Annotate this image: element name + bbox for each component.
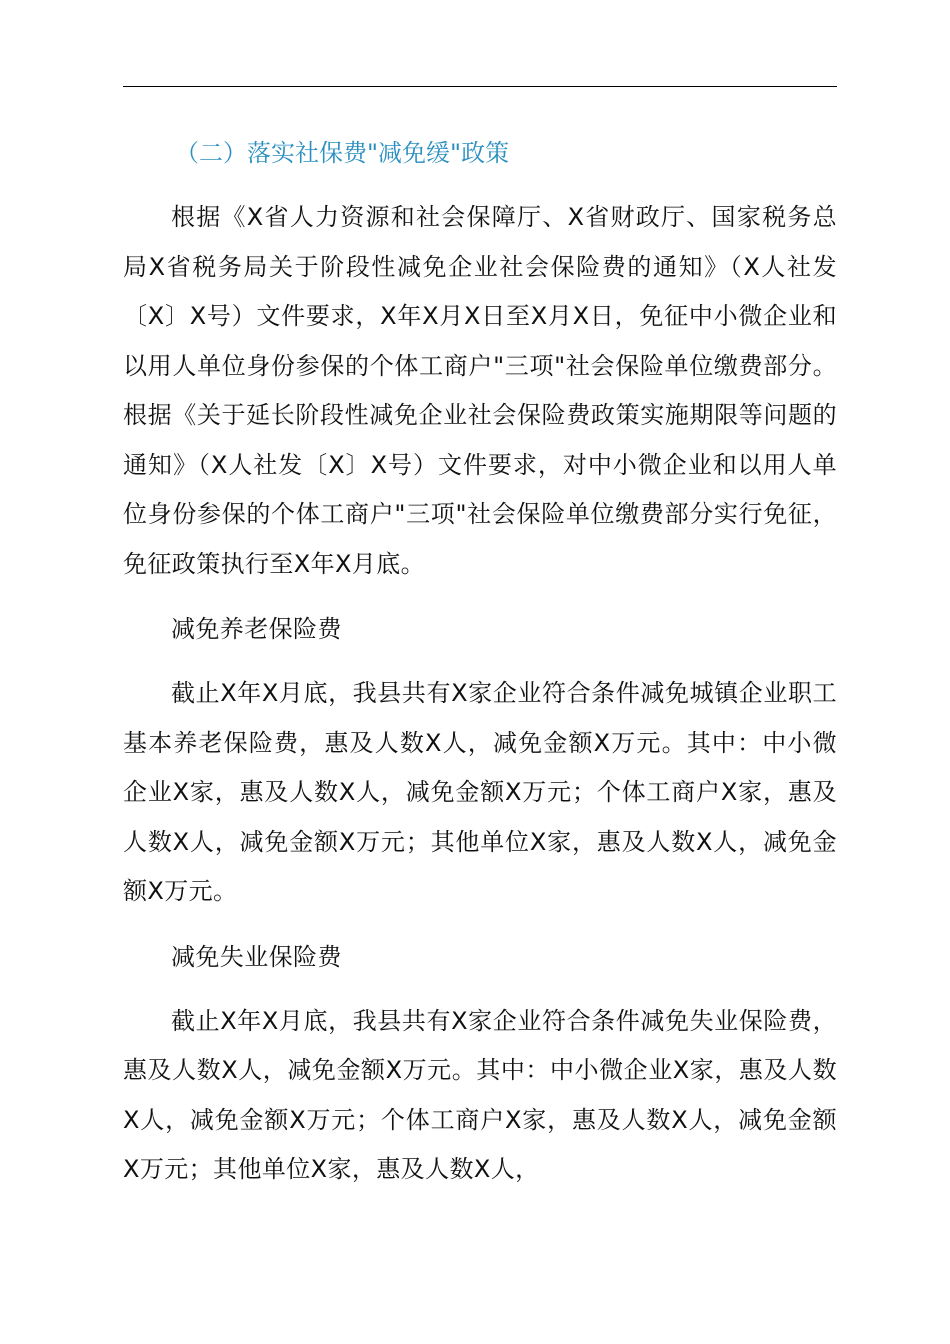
header-rule <box>123 86 837 87</box>
subheading-unemployment: 减免失业保险费 <box>171 942 342 971</box>
paragraph-unemployment: 截止X年X月底，我县共有X家企业符合条件减免失业保险费，惠及人数X人，减免金额X万元。其中：中小微企业X家，惠及人数X人，减免金额X万元；个体工商户X家，惠及人数X人，减免金额X万元；其他单位X家，惠及人数X人， <box>123 1006 837 1183</box>
document-body <box>123 128 837 1210</box>
section-heading: （二）落实社保费"减免缓"政策 <box>175 139 510 167</box>
paragraph-pension: 截止X年X月底，我县共有X家企业符合条件减免城镇企业职工基本养老保险费，惠及人数X人，减免金额X万元。其中：中小微企业X家，惠及人数X人，减免金额X万元；个体工商户X家，惠及人数X人，减免金额X万元；其他单位X家，惠及人数X人，减免金额X万元。 <box>123 679 837 905</box>
paragraph-policy-basis: 根据《X省人力资源和社会保障厅、X省财政厅、国家税务总局X省税务局关于阶段性减免企业社会保险费的通知》（X人社发〔X〕X号）文件要求，X年X月X日至X月X日，免征中小微企业和以用人单位身份参保的个体工商户"三项"社会保险单位缴费部分。根据《关于延长阶段性减免企业社会保险费政策实施期限等问题的通知》（X人社发〔X〕X号）文件要求，对中小微企业和以用人单位身份参保的个体工商户"三项"社会保险单位缴费部分实行免征，免征政策执行至X年X月底。 <box>123 203 837 578</box>
subheading-pension: 减免养老保险费 <box>171 615 342 643</box>
